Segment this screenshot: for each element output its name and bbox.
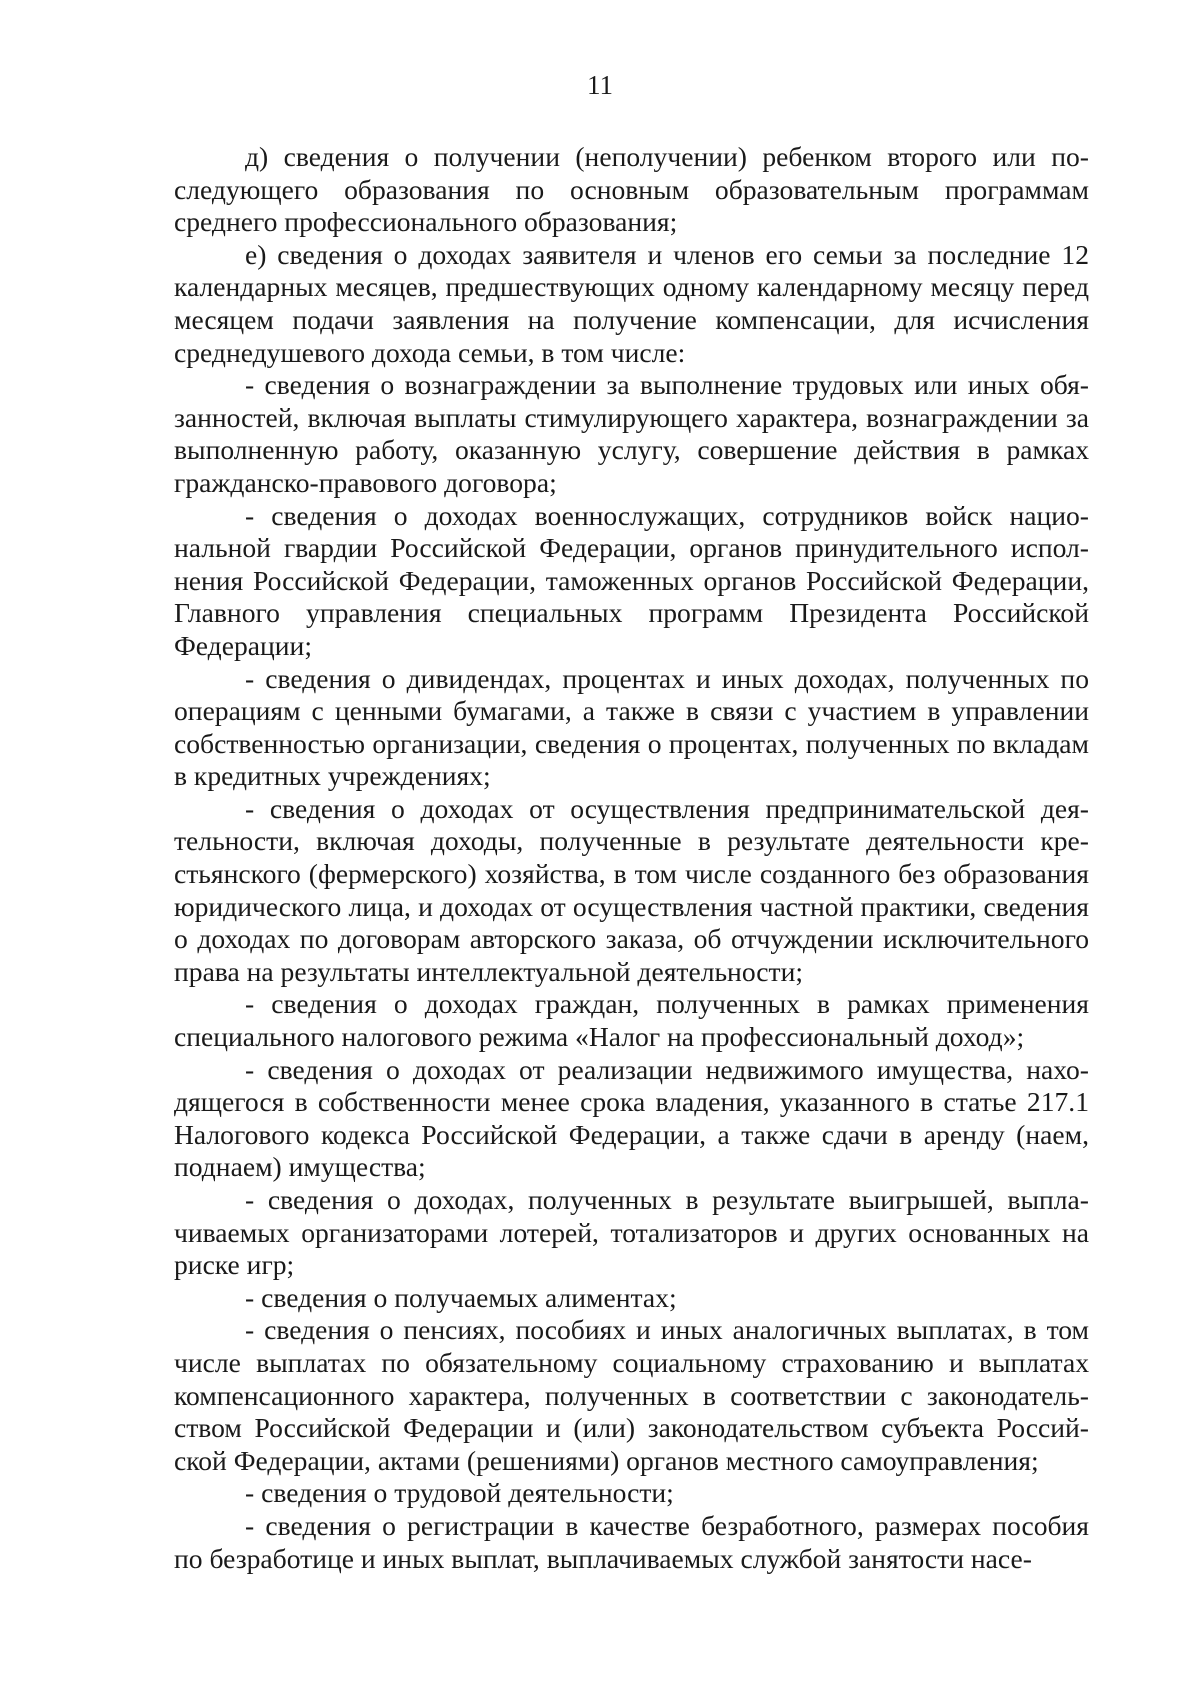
paragraph-d: д) сведения о получении (неполучении) ребенком второго или последующего образования по основным образовательным программам среднего профессионального образования; [174,141,1089,238]
list-item-property-sale: - сведения о доходах от реализации недвижимого имущества, находящегося в собственности менее срока владения, указанного в статье 217.1 Налогового кодекса Российской Федерации, а также сдачи в аренду (наем, поднаем) имущества; [174,1053,1089,1183]
list-item-self-employed-tax: - сведения о доходах граждан, полученных в рамках применения специального налогового режима «Налог на профессиональный доход»; [174,988,1089,1053]
list-item-alimony: - сведения о получаемых алиментах; [245,1281,677,1313]
list-item-lottery-winnings: - сведения о доходах, полученных в результате выигрышей, выплачиваемых организаторами лотерей, тотализаторов и других основанных на риске игр; [174,1184,1089,1281]
document-body [174,141,1089,1575]
list-item-pensions: - сведения о пенсиях, пособиях и иных аналогичных выплатах, в том числе выплатах по обязательному социальному страхованию и выплатах компенсационного характера, полученных в соответствии с законодательством Российской Федерации и (или) законодательством субъекта Российской Федерации, актами (решениями) органов местного самоуправления; [174,1314,1089,1476]
list-item-dividends: - сведения о дивидендах, процентах и иных доходах, полученных по операциям с ценными бумагами, а также в связи с участием в управлении собственностью организации, сведения о процентах, полученных по вкладам в кредитных учреждениях; [174,662,1089,792]
page-number: 11 [587,70,613,100]
list-item-business-income: - сведения о доходах от осуществления предпринимательской деятельности, включая доходы, полученные в результате деятельности крестьянского (фермерского) хозяйства, в том числе созданного без образования юридического лица, и доходах от осуществления частной практики, сведения о доходах по договорам авторского заказа, об отчуждении исключительного права на результаты интеллектуальной деятельности; [174,792,1089,987]
paragraph-e: е) сведения о доходах заявителя и членов его семьи за последние 12 календарных месяцев, предшествующих одному календарному месяцу перед месяцем подачи заявления на получение компенсации, для исчисления среднедушевого дохода семьи, в том числе: [174,238,1089,368]
list-item-employment: - сведения о трудовой деятельности; [245,1477,674,1509]
list-item-unemployment: - сведения о регистрации в качестве безработного, размерах пособия по безработице и иных выплат, выплачиваемых службой занятости насе- [174,1509,1089,1574]
list-item-military-income: - сведения о доходах военнослужащих, сотрудников войск национальной гвардии Российской Федерации, органов принудительного исполнения Российской Федерации, таможенных органов Российской Федерации, Главного управления специальных программ Президента Российской Федерации; [174,499,1089,661]
list-item-remuneration: - сведения о вознаграждении за выполнение трудовых или иных обязанностей, включая выплаты стимулирующего характера, вознаграждении за выполненную работу, оказанную услугу, совершение действия в рамках гражданско-правового договора; [174,369,1089,498]
